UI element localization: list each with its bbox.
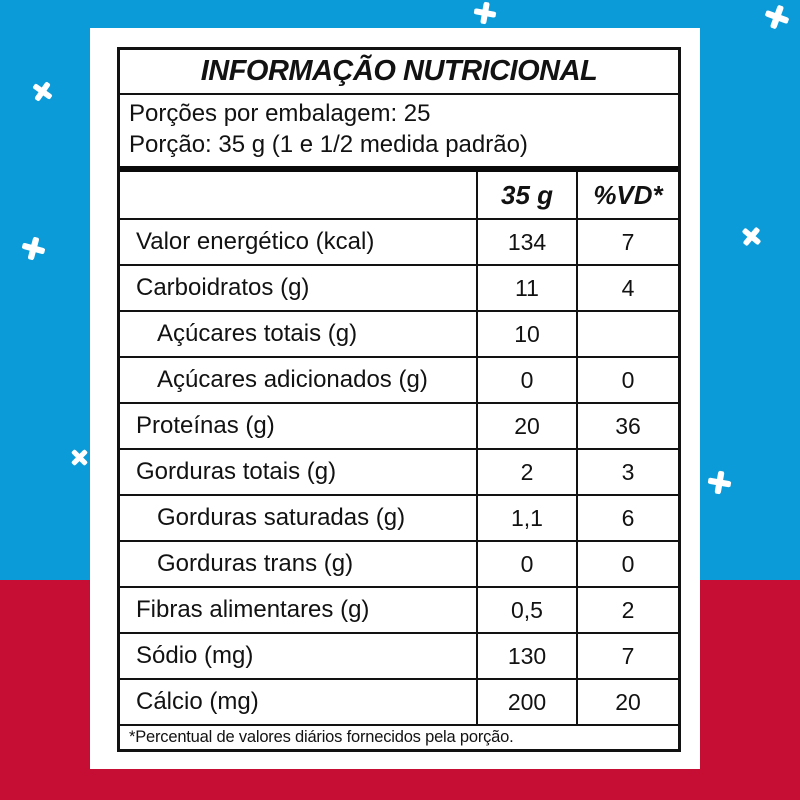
row-acucares-totais: Açúcares totais (g) 10 (120, 312, 678, 358)
plus-icon (472, 0, 497, 25)
row-gorduras-saturadas: Gorduras saturadas (g) 1,1 6 (120, 496, 678, 542)
label-card (90, 28, 700, 769)
plus-icon (706, 469, 733, 496)
servings-per-package: Porções por embalagem: 25 (129, 100, 431, 127)
column-header-row (120, 172, 678, 220)
table-body (120, 220, 678, 726)
serving-info (120, 95, 678, 172)
row-carboidratos: Carboidratos (g) 11 4 (120, 266, 678, 312)
row-fibras-alimentares: Fibras alimentares (g) 0,5 2 (120, 588, 678, 634)
serving-size: Porção: 35 g (1 e 1/2 medida padrão) (129, 131, 528, 158)
row-proteinas: Proteínas (g) 20 36 (120, 404, 678, 450)
column-header-dv: %VD* (576, 172, 678, 218)
row-acucares-adicionados: Açúcares adicionados (g) 0 0 (120, 358, 678, 404)
row-calcio: Cálcio (mg) 200 20 (120, 680, 678, 726)
row-sodio: Sódio (mg) 130 7 (120, 634, 678, 680)
nutrition-title: INFORMAÇÃO NUTRICIONAL (120, 50, 678, 95)
column-header-amount: 35 g (476, 172, 576, 218)
row-valor-energetico: Valor energético (kcal) 134 7 (120, 220, 678, 266)
footnote: *Percentual de valores diários fornecidos pela porção. (129, 728, 514, 746)
nutrition-table (117, 47, 681, 752)
column-header-blank (120, 172, 476, 218)
row-gorduras-trans: Gorduras trans (g) 0 0 (120, 542, 678, 588)
row-gorduras-totais: Gorduras totais (g) 2 3 (120, 450, 678, 496)
